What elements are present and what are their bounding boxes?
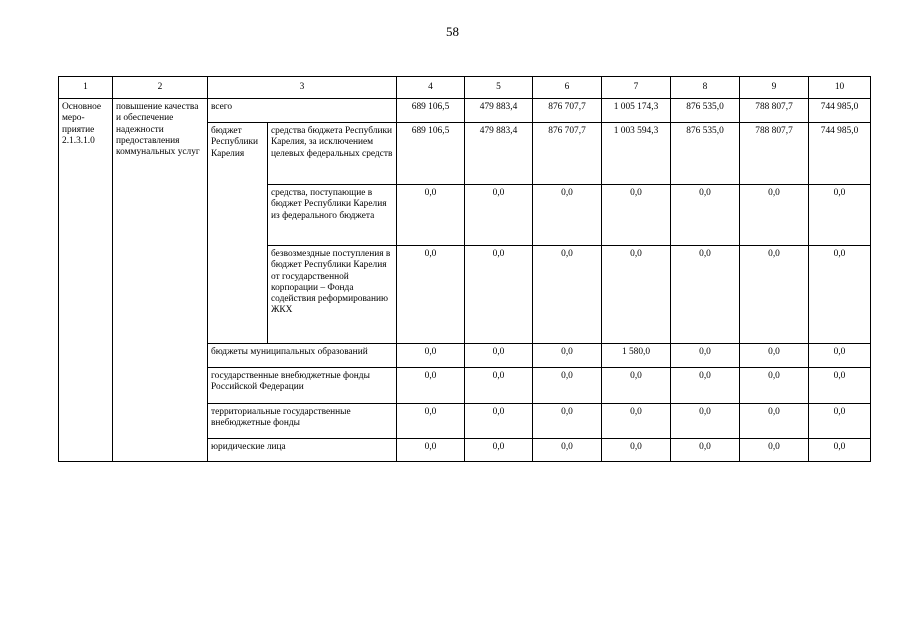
value-cell: 0,0 <box>397 439 465 462</box>
header-cell: 4 <box>397 77 465 99</box>
value-cell: 0,0 <box>397 185 465 246</box>
value-cell: 0,0 <box>740 368 809 404</box>
value-cell: 876 707,7 <box>533 123 602 185</box>
value-cell: 744 985,0 <box>809 99 871 123</box>
header-cell: 9 <box>740 77 809 99</box>
row-label: территориальные государственные внебюджетные фонды <box>208 404 397 439</box>
value-cell: 0,0 <box>602 404 671 439</box>
value-cell: 0,0 <box>809 439 871 462</box>
value-cell: 0,0 <box>602 246 671 344</box>
value-cell: 0,0 <box>671 246 740 344</box>
value-cell: 0,0 <box>533 439 602 462</box>
event-code: Основное меро-приятие 2.1.3.1.0 <box>59 99 113 462</box>
value-cell: 1 003 594,3 <box>602 123 671 185</box>
value-cell: 0,0 <box>465 246 533 344</box>
value-cell: 0,0 <box>740 404 809 439</box>
value-cell: 0,0 <box>465 185 533 246</box>
header-cell: 8 <box>671 77 740 99</box>
value-cell: 0,0 <box>397 246 465 344</box>
value-cell: 0,0 <box>671 368 740 404</box>
value-cell: 0,0 <box>533 246 602 344</box>
value-cell: 0,0 <box>671 404 740 439</box>
value-cell: 0,0 <box>397 344 465 368</box>
header-cell: 5 <box>465 77 533 99</box>
value-cell: 0,0 <box>465 368 533 404</box>
header-cell: 6 <box>533 77 602 99</box>
value-cell: 0,0 <box>397 368 465 404</box>
value-cell: 0,0 <box>809 368 871 404</box>
value-cell: 0,0 <box>602 439 671 462</box>
value-cell: 479 883,4 <box>465 123 533 185</box>
value-cell: 0,0 <box>465 344 533 368</box>
value-cell: 0,0 <box>671 439 740 462</box>
row-label: бюджеты муниципальных образований <box>208 344 397 368</box>
value-cell: 0,0 <box>809 404 871 439</box>
page-number: 58 <box>446 24 459 39</box>
table-row <box>59 99 871 123</box>
value-cell: 0,0 <box>740 344 809 368</box>
value-cell: 0,0 <box>671 344 740 368</box>
value-cell: 0,0 <box>809 185 871 246</box>
header-cell: 7 <box>602 77 671 99</box>
value-cell: 0,0 <box>809 246 871 344</box>
header-row <box>59 77 871 99</box>
value-cell: 0,0 <box>740 246 809 344</box>
header-cell: 1 <box>59 77 113 99</box>
row-label: юридические лица <box>208 439 397 462</box>
value-cell: 1 005 174,3 <box>602 99 671 123</box>
value-cell: 0,0 <box>602 368 671 404</box>
value-cell: 0,0 <box>533 344 602 368</box>
value-cell: 0,0 <box>809 344 871 368</box>
header-cell: 2 <box>113 77 208 99</box>
value-cell: 689 106,5 <box>397 123 465 185</box>
value-cell: 0,0 <box>740 439 809 462</box>
row-label: средства, поступающие в бюджет Республики Карелия из федерального бюджета <box>268 185 397 246</box>
value-cell: 479 883,4 <box>465 99 533 123</box>
value-cell: 876 535,0 <box>671 99 740 123</box>
funding-table <box>58 76 871 462</box>
value-cell: 0,0 <box>397 404 465 439</box>
row-label: безвозмездные поступления в бюджет Республики Карелия от государственной корпорации – Фонда содействия реформированию ЖКХ <box>268 246 397 344</box>
event-description: повышение качества и обеспечение надежности предоставления коммунальных услуг <box>113 99 208 462</box>
value-cell: 876 535,0 <box>671 123 740 185</box>
value-cell: 0,0 <box>465 439 533 462</box>
value-cell: 744 985,0 <box>809 123 871 185</box>
row-label: средства бюджета Республики Карелия, за исключением целевых федеральных средств <box>268 123 397 185</box>
value-cell: 788 807,7 <box>740 123 809 185</box>
value-cell: 876 707,7 <box>533 99 602 123</box>
value-cell: 1 580,0 <box>602 344 671 368</box>
value-cell: 689 106,5 <box>397 99 465 123</box>
row-label: всего <box>208 99 397 123</box>
value-cell: 0,0 <box>533 368 602 404</box>
republic-budget-label: бюджет Республики Карелия <box>208 123 268 344</box>
value-cell: 0,0 <box>465 404 533 439</box>
value-cell: 788 807,7 <box>740 99 809 123</box>
value-cell: 0,0 <box>533 185 602 246</box>
value-cell: 0,0 <box>671 185 740 246</box>
value-cell: 0,0 <box>740 185 809 246</box>
value-cell: 0,0 <box>533 404 602 439</box>
header-cell: 10 <box>809 77 871 99</box>
row-label: государственные внебюджетные фонды Российской Федерации <box>208 368 397 404</box>
header-cell: 3 <box>208 77 397 99</box>
value-cell: 0,0 <box>602 185 671 246</box>
